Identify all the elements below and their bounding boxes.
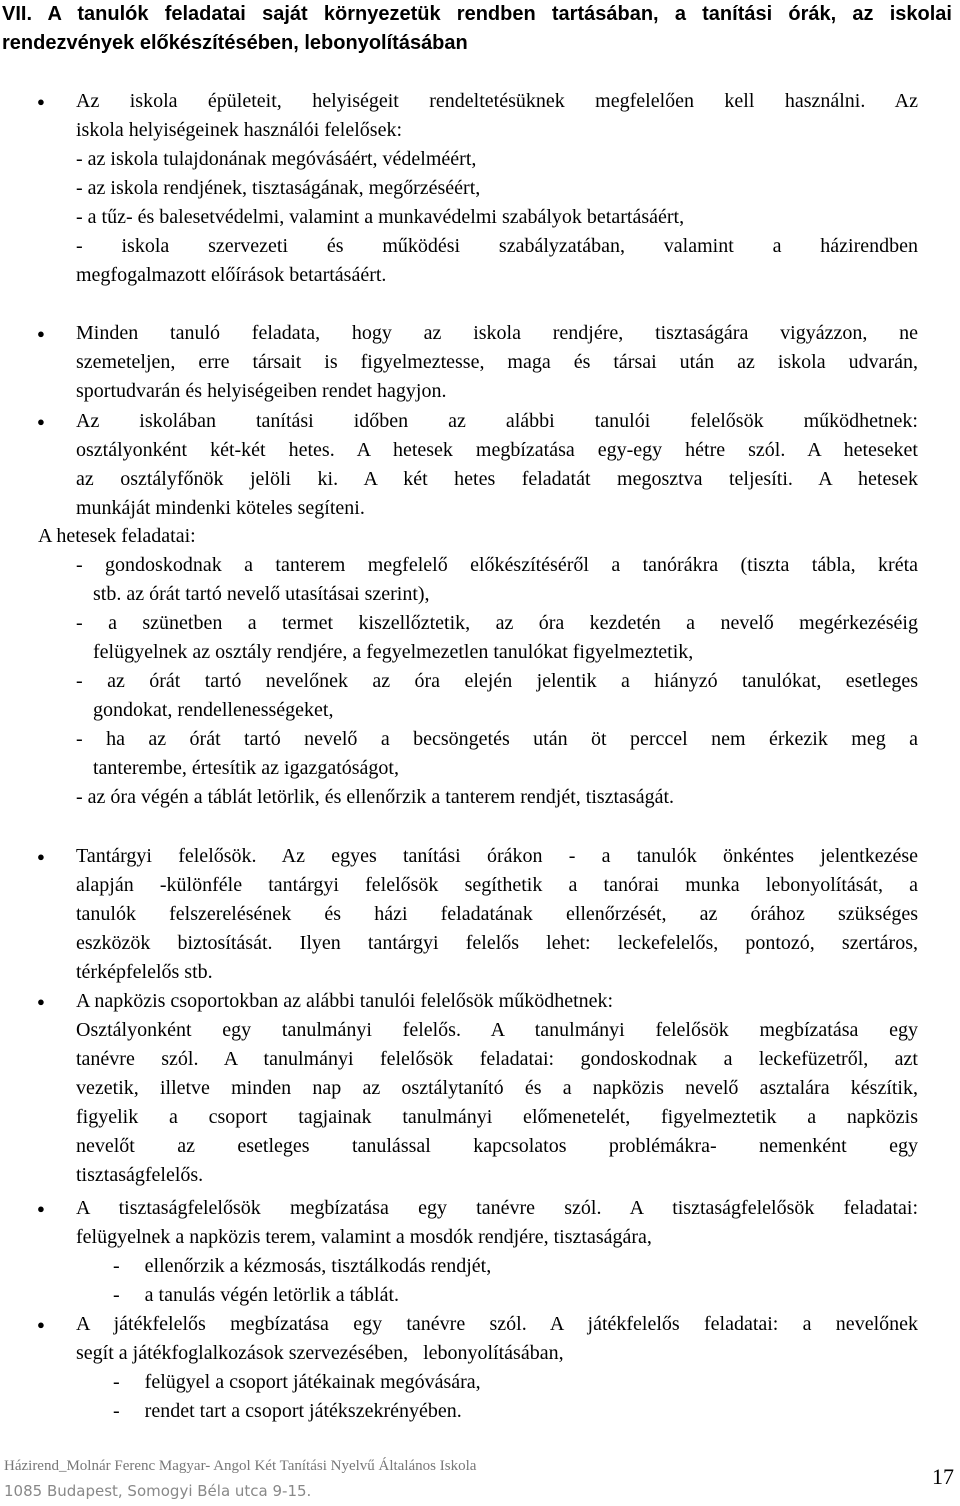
duty-line: felügyelnek az osztály rendjére, a fegyelmezetlen tanulókat figyelmeztetik, xyxy=(93,641,694,663)
sublist-games xyxy=(113,1368,481,1426)
sub-item: - rendet tart a csoport játékszekrényében. xyxy=(113,1400,462,1422)
duty-line: - ha az órát tartó nevelő a becsöngetés után öt perccel nem érkezik meg a xyxy=(76,728,918,750)
text-line: megfogalmazott előírások betartásáért. xyxy=(76,264,387,286)
paragraph-daycare-monitors xyxy=(76,987,918,1190)
text-line: A játékfelelős megbízatása egy tanévre szól. A játékfelelős feladatai: a nevelőnek xyxy=(76,1313,918,1335)
sub-item: - a tanulás végén letörlik a táblát. xyxy=(113,1284,400,1306)
sub-item: - ellenőrzik a kézmosás, tisztálkodás rendjét, xyxy=(113,1255,492,1277)
page-number: 17 xyxy=(932,1464,954,1489)
duty-line: stb. az órát tartó nevelő utasításai szerint), xyxy=(93,583,430,605)
paragraph-building-use xyxy=(76,87,918,290)
duty-line: - a szünetben a termet kiszellőztetik, az óra kezdetén a nevelő megérkezéséig xyxy=(76,612,918,634)
text-line: alapján -különféle tantárgyi felelősök segíthetik a tanórai munka lebonyolítását, a xyxy=(76,874,918,896)
text-line: iskola helyiségeinek használói felelősek: xyxy=(76,119,403,141)
text-line: A tisztaságfelelősök megbízatása egy tanévre szól. A tisztaságfelelősök feladatai: xyxy=(76,1197,918,1219)
text-line: eszközök biztosítását. Ilyen tantárgyi felelős lehet: leckefelelős, pontozó, szertáros, xyxy=(76,932,918,954)
sub-item-text: ellenőrzik a kézmosás, tisztálkodás rendjét, xyxy=(144,1255,492,1277)
text-line: Minden tanuló feladata, hogy az iskola rendjére, tisztaságára vigyázzon, ne xyxy=(76,322,918,344)
text-line: tanulók felszerelésének és házi feladatának ellenőrzését, az órához szükséges xyxy=(76,903,918,925)
text-line: szemeteljen, erre társait is figyelmeztesse, maga és társai után az iskola udvarán, xyxy=(76,351,918,373)
paragraph-game-monitors xyxy=(76,1310,918,1368)
text-line: - a tűz- és balesetvédelmi, valamint a munkavédelmi szabályok betartásáért, xyxy=(76,206,685,228)
duties-list xyxy=(76,551,918,812)
text-line: térképfelelős stb. xyxy=(76,961,213,983)
paragraph-student-duty xyxy=(76,319,918,406)
text-line: nevelőt az esetleges tanulással kapcsolatos problémákra- nemenként egy xyxy=(76,1135,918,1157)
text-line: Osztályonként egy tanulmányi felelős. A tanulmányi felelősök megbízatása egy xyxy=(76,1019,918,1041)
text-line: A napközis csoportokban az alábbi tanulói felelősök működhetnek: xyxy=(76,990,614,1012)
sub-item-text: rendet tart a csoport játékszekrényében. xyxy=(144,1400,462,1422)
text-line: tisztaságfelelős. xyxy=(76,1164,204,1186)
footer-address: 1085 Budapest, Somogyi Béla utca 9-15. xyxy=(4,1482,312,1500)
sublist-cleanliness xyxy=(113,1252,491,1310)
duty-line: - gondoskodnak a tanterem megfelelő előkészítéséről a tanórákra (tiszta tábla, kréta xyxy=(76,554,918,576)
text-line: felügyelnek a napközis terem, valamint a mosdók rendjére, tisztaságára, xyxy=(76,1226,652,1248)
duty-line: gondokat, rendellenességeket, xyxy=(93,699,334,721)
bullet-icon: ● xyxy=(37,1317,45,1332)
text-line: tanévre szól. A tanulmányi felelősök feladatai: gondoskodnak a leckefüzetről, azt xyxy=(76,1048,918,1070)
text-line: vezetik, illetve minden nap az osztálytanító és a napközis nevelő asztalára készítik, xyxy=(76,1077,918,1099)
duties-title: A hetesek feladatai: xyxy=(38,525,196,547)
text-line: munkáját mindenki köteles segíteni. xyxy=(76,497,365,519)
duty-line: - az óra végén a táblát letörlik, és ellenőrzik a tanterem rendjét, tisztaságát. xyxy=(76,786,675,808)
bullet-icon: ● xyxy=(37,1201,45,1216)
bullet-icon: ● xyxy=(37,414,45,429)
sub-item-text: felügyel a csoport játékainak megóvására, xyxy=(144,1371,481,1393)
paragraph-class-monitors xyxy=(76,407,918,523)
footer-school-name: Házirend_Molnár Ferenc Magyar- Angol Két Tanítási Nyelvű Általános Iskola xyxy=(4,1458,477,1474)
text-line: - az iskola rendjének, tisztaságának, megőrzéséért, xyxy=(76,177,481,199)
text-line: az osztályfőnök jelöli ki. A két hetes feladatát megosztva teljesíti. A hetesek xyxy=(76,468,918,490)
paragraph-cleanliness-monitors xyxy=(76,1194,918,1252)
duty-line: - az órát tartó nevelőnek az óra elején jelentik a hiányzó tanulókat, esetleges xyxy=(76,670,918,692)
bullet-icon: ● xyxy=(37,994,45,1009)
text-line: segít a játékfoglalkozások szervezésében, lebonyolításában, xyxy=(76,1342,564,1364)
bullet-icon: ● xyxy=(37,326,45,341)
text-line: Az iskolában tanítási időben az alábbi tanulói felelősök működhetnek: xyxy=(76,410,918,432)
bullet-icon: ● xyxy=(37,849,45,864)
text-line: osztályonként két-két hetes. A hetesek megbízatása egy-egy hétre szól. A heteseket xyxy=(76,439,918,461)
section-heading: VII. A tanulók feladatai saját környezetük rendben tartásában, a tanítási órák, az iskolai rendezvények előkészítésében, lebonyolításában xyxy=(2,3,952,54)
sub-item-text: a tanulás végén letörlik a táblát. xyxy=(144,1284,400,1306)
text-line: - az iskola tulajdonának megóvásáért, védelméért, xyxy=(76,148,477,170)
sub-item: - felügyel a csoport játékainak megóvására, xyxy=(113,1371,481,1393)
text-line: - iskola szervezeti és működési szabályzatában, valamint a házirendben xyxy=(76,235,918,257)
duty-line: tanterembe, értesítik az igazgatóságot, xyxy=(93,757,399,779)
text-line: Tantárgyi felelősök. Az egyes tanítási órákon - a tanulók önkéntes jelentkezése xyxy=(76,845,918,867)
text-line: sportudvarán és helyiségeiben rendet hagyjon. xyxy=(76,380,447,402)
text-line: figyelik a csoport tagjainak tanulmányi előmenetelét, figyelmeztetik a napközis xyxy=(76,1106,918,1128)
paragraph-subject-monitors xyxy=(76,842,918,987)
text-line: Az iskola épületeit, helyiségeit rendeltetésüknek megfelelően kell használni. Az xyxy=(76,90,918,112)
bullet-icon: ● xyxy=(37,94,45,109)
